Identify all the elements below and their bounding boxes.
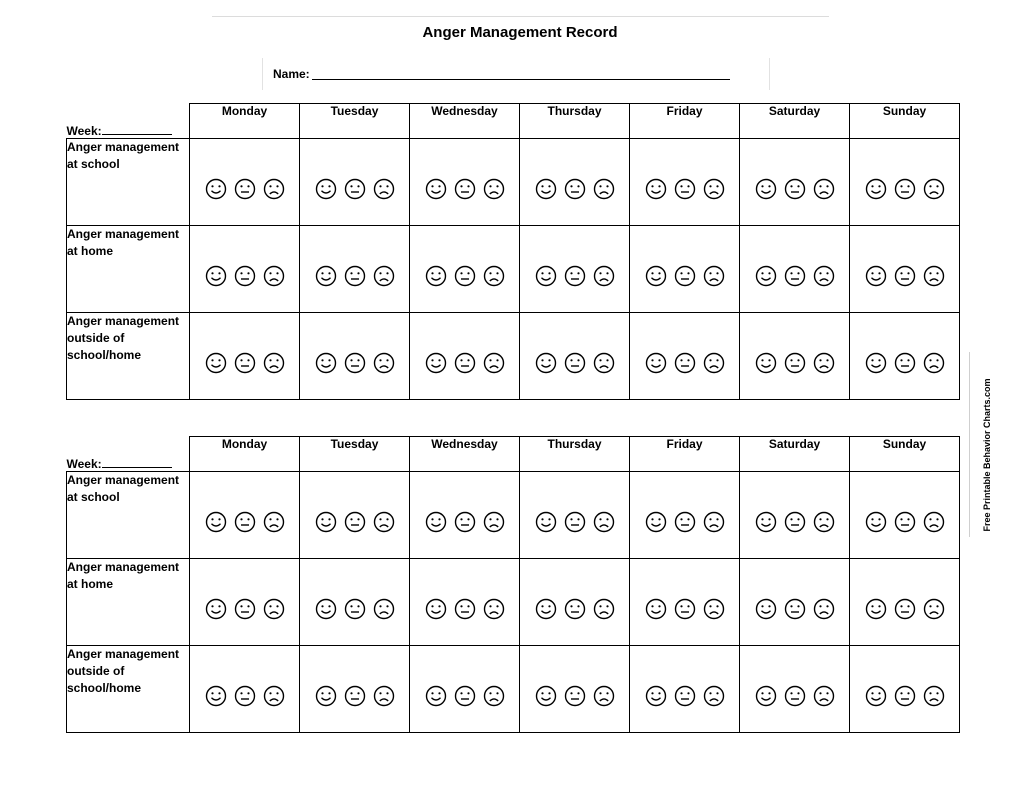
- frowning-face-icon[interactable]: [703, 178, 725, 200]
- neutral-face-icon[interactable]: [344, 685, 366, 707]
- face-cell: [850, 472, 960, 559]
- face-cell: [410, 646, 520, 733]
- neutral-face-icon[interactable]: [894, 511, 916, 533]
- face-group: [520, 139, 629, 200]
- face-cell: [520, 559, 630, 646]
- day-header: Sunday: [850, 437, 960, 472]
- page-title: Anger Management Record: [422, 24, 618, 41]
- face-cell: [410, 139, 520, 226]
- smiley-face-icon[interactable]: [645, 598, 667, 620]
- day-header: Saturday: [740, 104, 850, 139]
- face-group: [300, 139, 409, 200]
- neutral-face-icon[interactable]: [674, 598, 696, 620]
- neutral-face-icon[interactable]: [674, 178, 696, 200]
- smiley-face-icon[interactable]: [755, 511, 777, 533]
- frowning-face-icon[interactable]: [373, 598, 395, 620]
- face-cell: [850, 646, 960, 733]
- side-divider: [969, 352, 970, 537]
- face-cell: [850, 139, 960, 226]
- row-label: Anger management at school: [67, 472, 190, 559]
- row-label: Anger management at home: [67, 226, 190, 313]
- frowning-face-icon[interactable]: [923, 685, 945, 707]
- frowning-face-icon[interactable]: [373, 511, 395, 533]
- face-group: [850, 226, 959, 287]
- face-cell: [630, 226, 740, 313]
- smiley-face-icon[interactable]: [645, 685, 667, 707]
- frowning-face-icon[interactable]: [373, 178, 395, 200]
- smiley-face-icon[interactable]: [425, 598, 447, 620]
- smiley-face-icon[interactable]: [205, 352, 227, 374]
- face-cell: [520, 472, 630, 559]
- face-group: [520, 646, 629, 707]
- face-cell: [630, 472, 740, 559]
- smiley-face-icon[interactable]: [425, 178, 447, 200]
- neutral-face-icon[interactable]: [454, 352, 476, 374]
- frowning-face-icon[interactable]: [813, 511, 835, 533]
- frowning-face-icon[interactable]: [373, 352, 395, 374]
- face-group: [300, 472, 409, 533]
- frowning-face-icon[interactable]: [483, 352, 505, 374]
- day-header: Saturday: [740, 437, 850, 472]
- face-cell: [300, 226, 410, 313]
- face-group: [630, 139, 739, 200]
- face-cell: [300, 313, 410, 400]
- frowning-face-icon[interactable]: [593, 352, 615, 374]
- face-cell: [190, 646, 300, 733]
- smiley-face-icon[interactable]: [755, 178, 777, 200]
- face-cell: [850, 226, 960, 313]
- face-group: [630, 472, 739, 533]
- week-field[interactable]: [102, 457, 172, 468]
- frowning-face-icon[interactable]: [593, 598, 615, 620]
- table-row: [67, 313, 960, 400]
- face-group: [410, 472, 519, 533]
- frowning-face-icon[interactable]: [263, 685, 285, 707]
- frowning-face-icon[interactable]: [813, 598, 835, 620]
- face-cell: [520, 646, 630, 733]
- frowning-face-icon[interactable]: [373, 265, 395, 287]
- face-group: [520, 559, 629, 620]
- neutral-face-icon[interactable]: [894, 178, 916, 200]
- frowning-face-icon[interactable]: [593, 178, 615, 200]
- neutral-face-icon[interactable]: [564, 598, 586, 620]
- face-cell: [410, 226, 520, 313]
- face-group: [190, 559, 299, 620]
- face-cell: [630, 313, 740, 400]
- name-box: [262, 58, 770, 90]
- face-group: [740, 139, 849, 200]
- smiley-face-icon[interactable]: [645, 178, 667, 200]
- smiley-face-icon[interactable]: [315, 598, 337, 620]
- smiley-face-icon[interactable]: [865, 178, 887, 200]
- face-cell: [190, 139, 300, 226]
- frowning-face-icon[interactable]: [923, 178, 945, 200]
- face-group: [630, 559, 739, 620]
- face-cell: [300, 646, 410, 733]
- smiley-face-icon[interactable]: [865, 265, 887, 287]
- face-cell: [630, 139, 740, 226]
- face-group: [740, 313, 849, 374]
- face-cell: [740, 472, 850, 559]
- frowning-face-icon[interactable]: [703, 685, 725, 707]
- neutral-face-icon[interactable]: [674, 352, 696, 374]
- neutral-face-icon[interactable]: [564, 178, 586, 200]
- top-rule: [212, 16, 829, 17]
- face-cell: [520, 226, 630, 313]
- record-table-2: [66, 436, 960, 733]
- neutral-face-icon[interactable]: [454, 685, 476, 707]
- week-label: Week:: [66, 124, 102, 138]
- neutral-face-icon[interactable]: [234, 685, 256, 707]
- name-label: Name:: [273, 67, 310, 81]
- smiley-face-icon[interactable]: [205, 598, 227, 620]
- smiley-face-icon[interactable]: [425, 352, 447, 374]
- face-cell: [190, 559, 300, 646]
- day-header: Monday: [190, 104, 300, 139]
- face-group: [740, 559, 849, 620]
- neutral-face-icon[interactable]: [894, 685, 916, 707]
- smiley-face-icon[interactable]: [645, 511, 667, 533]
- frowning-face-icon[interactable]: [263, 352, 285, 374]
- frowning-face-icon[interactable]: [703, 511, 725, 533]
- face-group: [410, 313, 519, 374]
- frowning-face-icon[interactable]: [703, 352, 725, 374]
- face-group: [190, 139, 299, 200]
- neutral-face-icon[interactable]: [674, 511, 696, 533]
- frowning-face-icon[interactable]: [703, 265, 725, 287]
- smiley-face-icon[interactable]: [205, 685, 227, 707]
- face-group: [300, 313, 409, 374]
- face-group: [520, 472, 629, 533]
- day-header: Thursday: [520, 437, 630, 472]
- table-row: [67, 472, 960, 559]
- smiley-face-icon[interactable]: [535, 178, 557, 200]
- smiley-face-icon[interactable]: [865, 685, 887, 707]
- face-group: [300, 226, 409, 287]
- face-group: [300, 559, 409, 620]
- neutral-face-icon[interactable]: [564, 352, 586, 374]
- name-field[interactable]: [312, 79, 730, 80]
- face-group: [520, 226, 629, 287]
- neutral-face-icon[interactable]: [894, 352, 916, 374]
- neutral-face-icon[interactable]: [454, 178, 476, 200]
- day-header: Tuesday: [300, 104, 410, 139]
- face-group: [850, 559, 959, 620]
- table-row: [67, 226, 960, 313]
- frowning-face-icon[interactable]: [373, 685, 395, 707]
- face-cell: [190, 472, 300, 559]
- face-group: [190, 646, 299, 707]
- face-cell: [630, 559, 740, 646]
- neutral-face-icon[interactable]: [784, 685, 806, 707]
- face-group: [190, 226, 299, 287]
- smiley-face-icon[interactable]: [645, 265, 667, 287]
- face-group: [740, 226, 849, 287]
- face-cell: [740, 226, 850, 313]
- neutral-face-icon[interactable]: [784, 265, 806, 287]
- frowning-face-icon[interactable]: [813, 178, 835, 200]
- neutral-face-icon[interactable]: [674, 685, 696, 707]
- neutral-face-icon[interactable]: [344, 178, 366, 200]
- face-group: [850, 313, 959, 374]
- frowning-face-icon[interactable]: [263, 511, 285, 533]
- smiley-face-icon[interactable]: [425, 511, 447, 533]
- smiley-face-icon[interactable]: [865, 598, 887, 620]
- face-cell: [190, 313, 300, 400]
- table-row: [67, 646, 960, 733]
- neutral-face-icon[interactable]: [894, 265, 916, 287]
- neutral-face-icon[interactable]: [454, 511, 476, 533]
- face-group: [300, 646, 409, 707]
- neutral-face-icon[interactable]: [454, 598, 476, 620]
- table-row: [67, 559, 960, 646]
- smiley-face-icon[interactable]: [755, 598, 777, 620]
- neutral-face-icon[interactable]: [894, 598, 916, 620]
- face-cell: [740, 646, 850, 733]
- neutral-face-icon[interactable]: [234, 352, 256, 374]
- frowning-face-icon[interactable]: [923, 511, 945, 533]
- frowning-face-icon[interactable]: [483, 265, 505, 287]
- face-cell: [300, 472, 410, 559]
- face-group: [850, 139, 959, 200]
- day-header: Sunday: [850, 104, 960, 139]
- face-cell: [190, 226, 300, 313]
- smiley-face-icon[interactable]: [535, 265, 557, 287]
- side-credit: Free Printable Behavior Charts.com: [982, 378, 992, 532]
- frowning-face-icon[interactable]: [593, 685, 615, 707]
- frowning-face-icon[interactable]: [703, 598, 725, 620]
- face-cell: [300, 559, 410, 646]
- neutral-face-icon[interactable]: [234, 511, 256, 533]
- smiley-face-icon[interactable]: [315, 511, 337, 533]
- face-group: [190, 472, 299, 533]
- face-group: [740, 646, 849, 707]
- face-cell: [410, 559, 520, 646]
- smiley-face-icon[interactable]: [425, 685, 447, 707]
- frowning-face-icon[interactable]: [813, 685, 835, 707]
- frowning-face-icon[interactable]: [813, 265, 835, 287]
- face-group: [410, 226, 519, 287]
- smiley-face-icon[interactable]: [535, 352, 557, 374]
- day-header: Wednesday: [410, 437, 520, 472]
- face-cell: [410, 472, 520, 559]
- frowning-face-icon[interactable]: [263, 265, 285, 287]
- frowning-face-icon[interactable]: [263, 598, 285, 620]
- face-cell: [740, 139, 850, 226]
- frowning-face-icon[interactable]: [483, 685, 505, 707]
- face-group: [630, 226, 739, 287]
- face-group: [740, 472, 849, 533]
- frowning-face-icon[interactable]: [923, 265, 945, 287]
- frowning-face-icon[interactable]: [483, 178, 505, 200]
- smiley-face-icon[interactable]: [315, 352, 337, 374]
- smiley-face-icon[interactable]: [535, 685, 557, 707]
- face-cell: [740, 559, 850, 646]
- neutral-face-icon[interactable]: [784, 598, 806, 620]
- smiley-face-icon[interactable]: [205, 511, 227, 533]
- face-group: [850, 472, 959, 533]
- smiley-face-icon[interactable]: [535, 598, 557, 620]
- neutral-face-icon[interactable]: [344, 352, 366, 374]
- face-cell: [850, 559, 960, 646]
- neutral-face-icon[interactable]: [234, 178, 256, 200]
- neutral-face-icon[interactable]: [344, 598, 366, 620]
- neutral-face-icon[interactable]: [784, 352, 806, 374]
- neutral-face-icon[interactable]: [344, 265, 366, 287]
- face-group: [190, 313, 299, 374]
- neutral-face-icon[interactable]: [784, 511, 806, 533]
- day-header: Thursday: [520, 104, 630, 139]
- smiley-face-icon[interactable]: [645, 352, 667, 374]
- smiley-face-icon[interactable]: [425, 265, 447, 287]
- frowning-face-icon[interactable]: [593, 265, 615, 287]
- table-row: [67, 139, 960, 226]
- row-label: Anger management outside of school/home: [67, 313, 190, 400]
- neutral-face-icon[interactable]: [454, 265, 476, 287]
- face-group: [850, 646, 959, 707]
- row-label: Anger management at home: [67, 559, 190, 646]
- frowning-face-icon[interactable]: [483, 598, 505, 620]
- neutral-face-icon[interactable]: [344, 511, 366, 533]
- face-group: [630, 313, 739, 374]
- frowning-face-icon[interactable]: [263, 178, 285, 200]
- face-cell: [410, 313, 520, 400]
- face-cell: [520, 313, 630, 400]
- smiley-face-icon[interactable]: [865, 511, 887, 533]
- week-cell: [67, 437, 190, 472]
- frowning-face-icon[interactable]: [923, 598, 945, 620]
- day-header: Wednesday: [410, 104, 520, 139]
- frowning-face-icon[interactable]: [813, 352, 835, 374]
- neutral-face-icon[interactable]: [234, 265, 256, 287]
- face-cell: [850, 313, 960, 400]
- smiley-face-icon[interactable]: [535, 511, 557, 533]
- frowning-face-icon[interactable]: [593, 511, 615, 533]
- face-group: [410, 139, 519, 200]
- face-group: [410, 646, 519, 707]
- face-cell: [520, 139, 630, 226]
- neutral-face-icon[interactable]: [564, 265, 586, 287]
- smiley-face-icon[interactable]: [755, 352, 777, 374]
- neutral-face-icon[interactable]: [564, 511, 586, 533]
- smiley-face-icon[interactable]: [865, 352, 887, 374]
- face-cell: [300, 139, 410, 226]
- smiley-face-icon[interactable]: [315, 265, 337, 287]
- smiley-face-icon[interactable]: [315, 178, 337, 200]
- face-group: [410, 559, 519, 620]
- smiley-face-icon[interactable]: [205, 178, 227, 200]
- smiley-face-icon[interactable]: [755, 685, 777, 707]
- row-label: Anger management at school: [67, 139, 190, 226]
- neutral-face-icon[interactable]: [674, 265, 696, 287]
- face-group: [630, 646, 739, 707]
- week-cell: [67, 104, 190, 139]
- face-cell: [740, 313, 850, 400]
- smiley-face-icon[interactable]: [315, 685, 337, 707]
- day-header: Tuesday: [300, 437, 410, 472]
- day-header: Monday: [190, 437, 300, 472]
- smiley-face-icon[interactable]: [205, 265, 227, 287]
- face-group: [520, 313, 629, 374]
- neutral-face-icon[interactable]: [234, 598, 256, 620]
- row-label: Anger management outside of school/home: [67, 646, 190, 733]
- week-label: Week:: [66, 457, 102, 471]
- smiley-face-icon[interactable]: [755, 265, 777, 287]
- week-field[interactable]: [102, 124, 172, 135]
- neutral-face-icon[interactable]: [564, 685, 586, 707]
- frowning-face-icon[interactable]: [483, 511, 505, 533]
- neutral-face-icon[interactable]: [784, 178, 806, 200]
- frowning-face-icon[interactable]: [923, 352, 945, 374]
- day-header: Friday: [630, 104, 740, 139]
- record-table-1: [66, 103, 960, 400]
- day-header: Friday: [630, 437, 740, 472]
- face-cell: [630, 646, 740, 733]
